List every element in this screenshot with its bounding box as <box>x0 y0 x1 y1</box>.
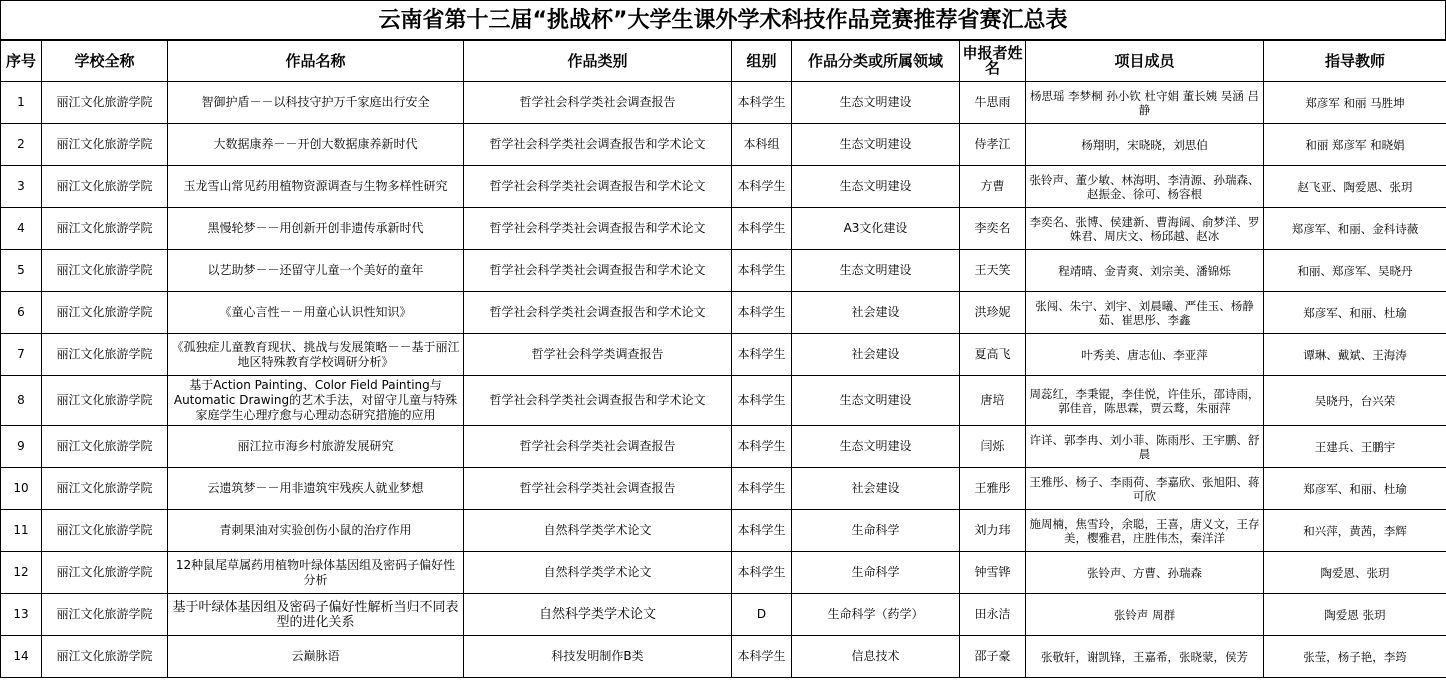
cell-school: 丽江文化旅游学院 <box>42 376 168 426</box>
cell-field: A3文化建设 <box>792 208 960 250</box>
cell-applicant: 方曹 <box>960 166 1026 208</box>
cell-category: 自然科学类学术论文 <box>464 552 732 594</box>
cell-work-name: 《孤独症儿童教育现状、挑战与发展策略－－基于丽江地区特殊教育学校调研分析》 <box>168 334 464 376</box>
cell-no: 2 <box>1 124 42 166</box>
cell-group: 本科学生 <box>732 426 792 468</box>
cell-work-name: 玉龙雪山常见药用植物资源调查与生物多样性研究 <box>168 166 464 208</box>
table-row <box>1 208 1446 250</box>
cell-work-name: 12种鼠尾草属药用植物叶绿体基因组及密码子偏好性分析 <box>168 552 464 594</box>
cell-category: 哲学社会科学类社会调查报告和学术论文 <box>464 166 732 208</box>
cell-applicant: 王雅彤 <box>960 468 1026 510</box>
cell-no: 5 <box>1 250 42 292</box>
cell-field: 生态文明建设 <box>792 82 960 124</box>
cell-group: 本科学生 <box>732 82 792 124</box>
cell-school: 丽江文化旅游学院 <box>42 166 168 208</box>
cell-school: 丽江文化旅游学院 <box>42 208 168 250</box>
header-no: 序号 <box>1 41 42 82</box>
cell-teachers: 郑彦军、和丽、金科诗薇 <box>1264 208 1446 250</box>
header-field: 作品分类或所属领域 <box>792 41 960 82</box>
cell-category: 哲学社会科学类社会调查报告和学术论文 <box>464 208 732 250</box>
cell-teachers: 谭琳、戴斌、王海涛 <box>1264 334 1446 376</box>
cell-teachers: 郑彦军、和丽、杜瑜 <box>1264 468 1446 510</box>
cell-field: 生态文明建设 <box>792 124 960 166</box>
table-row <box>1 166 1446 208</box>
cell-field: 社会建设 <box>792 292 960 334</box>
cell-school: 丽江文化旅游学院 <box>42 426 168 468</box>
cell-category: 哲学社会科学类社会调查报告 <box>464 468 732 510</box>
cell-no: 7 <box>1 334 42 376</box>
cell-no: 13 <box>1 594 42 636</box>
header-row <box>1 41 1446 82</box>
cell-work-name: 青刺果油对实验创伤小鼠的治疗作用 <box>168 510 464 552</box>
cell-applicant: 王天笑 <box>960 250 1026 292</box>
cell-teachers: 陶爱恩 张玥 <box>1264 594 1446 636</box>
table-row <box>1 510 1446 552</box>
cell-group: 本科学生 <box>732 292 792 334</box>
cell-teachers: 吴晓丹，台兴荣 <box>1264 376 1446 426</box>
cell-applicant: 牛思雨 <box>960 82 1026 124</box>
cell-group: 本科学生 <box>732 636 792 678</box>
cell-no: 4 <box>1 208 42 250</box>
cell-members: 许详、郭李冉、刘小菲、陈雨彤、王宇鹏、舒晨 <box>1026 426 1264 468</box>
cell-teachers: 郑彦军、和丽、杜瑜 <box>1264 292 1446 334</box>
cell-no: 3 <box>1 166 42 208</box>
cell-teachers: 陶爱恩、张玥 <box>1264 552 1446 594</box>
cell-applicant: 邵子豪 <box>960 636 1026 678</box>
cell-teachers: 和丽、郑彦军、吴晓丹 <box>1264 250 1446 292</box>
cell-teachers: 张莹，杨子艳，李筠 <box>1264 636 1446 678</box>
cell-category: 哲学社会科学类社会调查报告和学术论文 <box>464 250 732 292</box>
cell-group: 本科学生 <box>732 208 792 250</box>
cell-applicant: 唐培 <box>960 376 1026 426</box>
cell-applicant: 李奕名 <box>960 208 1026 250</box>
cell-field: 生态文明建设 <box>792 250 960 292</box>
cell-school: 丽江文化旅游学院 <box>42 124 168 166</box>
cell-teachers: 郑彦军 和丽 马胜坤 <box>1264 82 1446 124</box>
cell-work-name: 《童心言性－－用童心认识性知识》 <box>168 292 464 334</box>
cell-work-name: 云遗筑梦－－用非遗筑牢残疾人就业梦想 <box>168 468 464 510</box>
cell-field: 信息技术 <box>792 636 960 678</box>
cell-category: 哲学社会科学类社会调查报告和学术论文 <box>464 376 732 426</box>
cell-category: 科技发明制作B类 <box>464 636 732 678</box>
cell-applicant: 刘力玮 <box>960 510 1026 552</box>
cell-no: 14 <box>1 636 42 678</box>
cell-work-name: 丽江拉市海乡村旅游发展研究 <box>168 426 464 468</box>
cell-school: 丽江文化旅游学院 <box>42 468 168 510</box>
cell-field: 生态文明建设 <box>792 426 960 468</box>
cell-applicant: 洪珍妮 <box>960 292 1026 334</box>
table-row <box>1 334 1446 376</box>
table-row <box>1 124 1446 166</box>
cell-teachers: 王建兵、王鹏宇 <box>1264 426 1446 468</box>
cell-group: 本科学生 <box>732 510 792 552</box>
cell-school: 丽江文化旅游学院 <box>42 292 168 334</box>
cell-no: 10 <box>1 468 42 510</box>
table-row <box>1 426 1446 468</box>
header-group: 组别 <box>732 41 792 82</box>
table-row <box>1 594 1446 636</box>
cell-no: 9 <box>1 426 42 468</box>
cell-school: 丽江文化旅游学院 <box>42 510 168 552</box>
cell-category: 哲学社会科学类社会调查报告 <box>464 82 732 124</box>
cell-members: 张闯、朱宁、刘宇、刘晨曦、严佳玉、杨静茹、崔思彤、李鑫 <box>1026 292 1264 334</box>
cell-no: 8 <box>1 376 42 426</box>
cell-members: 杨思瑶 李梦桐 孙小钦 杜守娟 董长姨 吴涵 吕静 <box>1026 82 1264 124</box>
cell-school: 丽江文化旅游学院 <box>42 636 168 678</box>
cell-applicant: 闫烁 <box>960 426 1026 468</box>
cell-no: 12 <box>1 552 42 594</box>
table-row <box>1 292 1446 334</box>
cell-category: 哲学社会科学类社会调查报告和学术论文 <box>464 124 732 166</box>
table-row <box>1 376 1446 426</box>
header-work-name: 作品名称 <box>168 41 464 82</box>
cell-applicant: 钟雪铧 <box>960 552 1026 594</box>
cell-members: 张铃声、方曹、孙瑞森 <box>1026 552 1264 594</box>
cell-work-name: 黑慢轮梦－－用创新开创非遗传承新时代 <box>168 208 464 250</box>
header-teachers: 指导教师 <box>1264 41 1446 82</box>
cell-members: 王雅彤、杨子、李雨荷、李嘉欣、张旭阳、蒋可欣 <box>1026 468 1264 510</box>
cell-applicant: 田永洁 <box>960 594 1026 636</box>
sheet-title: 云南省第十三届“挑战杯”大学生课外学术科技作品竞赛推荐省赛汇总表 <box>0 0 1446 40</box>
table-row <box>1 468 1446 510</box>
cell-work-name: 智御护盾－－以科技守护万千家庭出行安全 <box>168 82 464 124</box>
cell-work-name: 基于叶绿体基因组及密码子偏好性解析当归不同表型的进化关系 <box>168 594 464 636</box>
cell-group: 本科组 <box>732 124 792 166</box>
cell-no: 6 <box>1 292 42 334</box>
cell-field: 生命科学 <box>792 510 960 552</box>
cell-work-name: 基于Action Painting、Color Field Painting与Automatic Drawing的艺术手法，对留守儿童与特殊家庭学生心理疗愈与心理动态研究措施的应用 <box>168 376 464 426</box>
header-category: 作品类别 <box>464 41 732 82</box>
cell-teachers: 和丽 郑彦军 和晓娟 <box>1264 124 1446 166</box>
cell-category: 哲学社会科学类社会调查报告和学术论文 <box>464 292 732 334</box>
cell-work-name: 云巅脉语 <box>168 636 464 678</box>
cell-field: 生命科学 <box>792 552 960 594</box>
header-applicant: 申报者姓名 <box>960 41 1026 82</box>
cell-no: 1 <box>1 82 42 124</box>
cell-school: 丽江文化旅游学院 <box>42 334 168 376</box>
cell-field: 生命科学（药学） <box>792 594 960 636</box>
cell-field: 社会建设 <box>792 468 960 510</box>
cell-field: 生态文明建设 <box>792 376 960 426</box>
table-row <box>1 552 1446 594</box>
header-school: 学校全称 <box>42 41 168 82</box>
cell-group: 本科学生 <box>732 166 792 208</box>
cell-school: 丽江文化旅游学院 <box>42 594 168 636</box>
cell-members: 李奕名、张博、侯建新、曹海阔、俞梦洋、罗姝君、周庆文、杨邱越、赵冰 <box>1026 208 1264 250</box>
cell-members: 施周楠，焦雪玲，余聪，王喜，唐义文，王存美，樱雅君，庄胜伟杰，秦洋洋 <box>1026 510 1264 552</box>
cell-members: 程靖晴、金青爽、刘宗美、潘锦烁 <box>1026 250 1264 292</box>
cell-members: 张敬轩，谢凯锋，王嘉希，张晓蒙，侯芳 <box>1026 636 1264 678</box>
cell-school: 丽江文化旅游学院 <box>42 250 168 292</box>
summary-table <box>0 40 1446 678</box>
cell-field: 社会建设 <box>792 334 960 376</box>
cell-field: 生态文明建设 <box>792 166 960 208</box>
cell-group: 本科学生 <box>732 250 792 292</box>
cell-teachers: 和兴萍，黄茜，李辉 <box>1264 510 1446 552</box>
cell-group: 本科学生 <box>732 376 792 426</box>
cell-category: 哲学社会科学类调查报告 <box>464 334 732 376</box>
cell-group: 本科学生 <box>732 334 792 376</box>
cell-group: D <box>732 594 792 636</box>
table-row <box>1 250 1446 292</box>
cell-members: 张铃声、董少敏、林海明、李清源、孙瑞森、赵振金、徐可、杨容根 <box>1026 166 1264 208</box>
cell-members: 杨翔明，宋晓晓，刘思伯 <box>1026 124 1264 166</box>
cell-members: 周蕊红，李秉锟，李佳悦，许佳乐，邵诗雨，郭佳音，陈思霖，贾云鹜，朱丽萍 <box>1026 376 1264 426</box>
cell-work-name: 以艺助梦－－还留守儿童一个美好的童年 <box>168 250 464 292</box>
cell-applicant: 夏高飞 <box>960 334 1026 376</box>
cell-applicant: 侍孝江 <box>960 124 1026 166</box>
cell-school: 丽江文化旅游学院 <box>42 552 168 594</box>
cell-members: 叶秀美、唐志仙、李亚萍 <box>1026 334 1264 376</box>
header-members: 项目成员 <box>1026 41 1264 82</box>
cell-members: 张铃声 周群 <box>1026 594 1264 636</box>
cell-teachers: 赵飞亚、陶爱恩、张玥 <box>1264 166 1446 208</box>
cell-category: 自然科学类学术论文 <box>464 510 732 552</box>
cell-group: 本科学生 <box>732 468 792 510</box>
table-row <box>1 636 1446 678</box>
cell-category: 哲学社会科学类社会调查报告 <box>464 426 732 468</box>
cell-work-name: 大数据康养－－开创大数据康养新时代 <box>168 124 464 166</box>
cell-school: 丽江文化旅游学院 <box>42 82 168 124</box>
cell-no: 11 <box>1 510 42 552</box>
table-row <box>1 82 1446 124</box>
cell-category: 自然科学类学术论文 <box>464 594 732 636</box>
cell-group: 本科学生 <box>732 552 792 594</box>
